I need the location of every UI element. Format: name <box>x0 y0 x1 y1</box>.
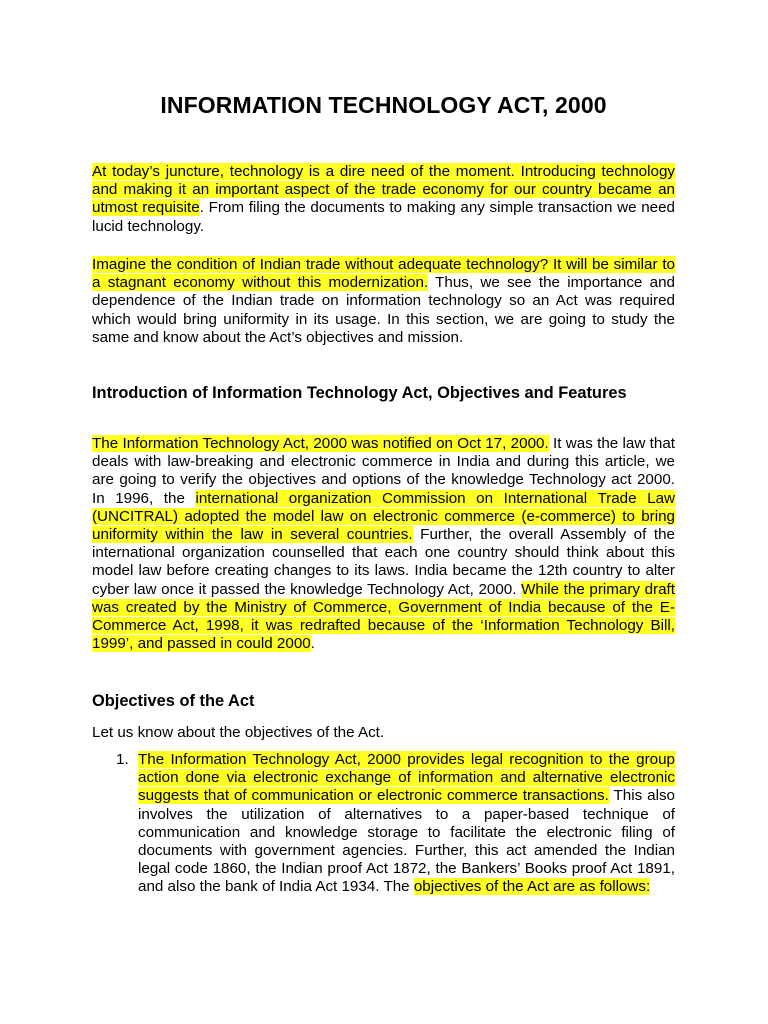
paragraph-text: This also involves the utilization of alternatives to a paper-based technique of communication and knowledge storage to facilitate the electronic filing of documents with government agencies. Further, this act amended the Indian legal code 1860, the Indian proof Act 1872, the Bankers’ Books proof Act 1891, and also the bank of India Act 1934. The <box>138 787 675 896</box>
section-heading-introduction: Introduction of Information Technology Act, Objectives and Features <box>92 384 627 402</box>
highlighted-text: international organization Commission on International Trade Law (UNCITRAL) adopted the model law on electronic commerce (e-commerce) to bring uniformity within the law in several countries. <box>92 489 675 544</box>
list-number: 1. <box>116 751 129 768</box>
intro-paragraph-2 <box>92 256 675 347</box>
introduction-paragraph <box>92 435 675 653</box>
highlighted-text: While the primary draft was created by the Ministry of Commerce, Government of India because of the E-Commerce Act, 1998, it was redrafted because of the ‘Information Technology Bill, 1999’, and passed in could 2000 <box>92 580 675 653</box>
highlighted-text: Imagine the condition of Indian trade without adequate technology? It will be similar to a stagnant economy without this modernization. <box>92 256 675 292</box>
section-heading-objectives: Objectives of the Act <box>92 692 255 710</box>
paragraph-text: Thus, we see the importance and dependence of the Indian trade on information technology so an Act was required which would bring uniformity in its usage. In this section, we are going to study the same and know about the Act’s objectives and mission. <box>92 274 676 346</box>
objectives-intro-paragraph: Let us know about the objectives of the Act. <box>92 724 385 741</box>
highlighted-text: objectives of the Act are as follows: <box>413 878 651 896</box>
highlighted-text: The Information Technology Act, 2000 provides legal recognition to the group action done via electronic exchange of information and alternative electronic suggests that of communication or electronic commerce transactions. <box>138 751 675 805</box>
list-item-text <box>138 751 675 897</box>
highlighted-text: The Information Technology Act, 2000 was notified on Oct 17, 2000. <box>92 435 549 452</box>
paragraph-text: . <box>310 635 315 653</box>
paragraph-text: . From filing the documents to making any simple transaction we need lucid technology. <box>92 199 675 235</box>
paragraph-text: Further, the overall Assembly of the international organization counselled that each one country should think about this model law before creating changes to its laws. India became the 12th country to alter cyber law once it passed the knowledge Technology Act, 2000. <box>92 526 675 598</box>
paragraph-text: It was the law that deals with law-breaking and electronic commerce in India and during this article, we are going to verify the objectives and options of the knowledge Technology act 2000. In 1996, the <box>92 435 675 507</box>
document-title: INFORMATION TECHNOLOGY ACT, 2000 <box>160 92 607 118</box>
highlighted-text: At today’s juncture, technology is a dire need of the moment. Introducing technology and making it an important aspect of the trade economy for our country became an utmost requisite <box>92 163 675 217</box>
intro-paragraph-1 <box>92 163 675 236</box>
